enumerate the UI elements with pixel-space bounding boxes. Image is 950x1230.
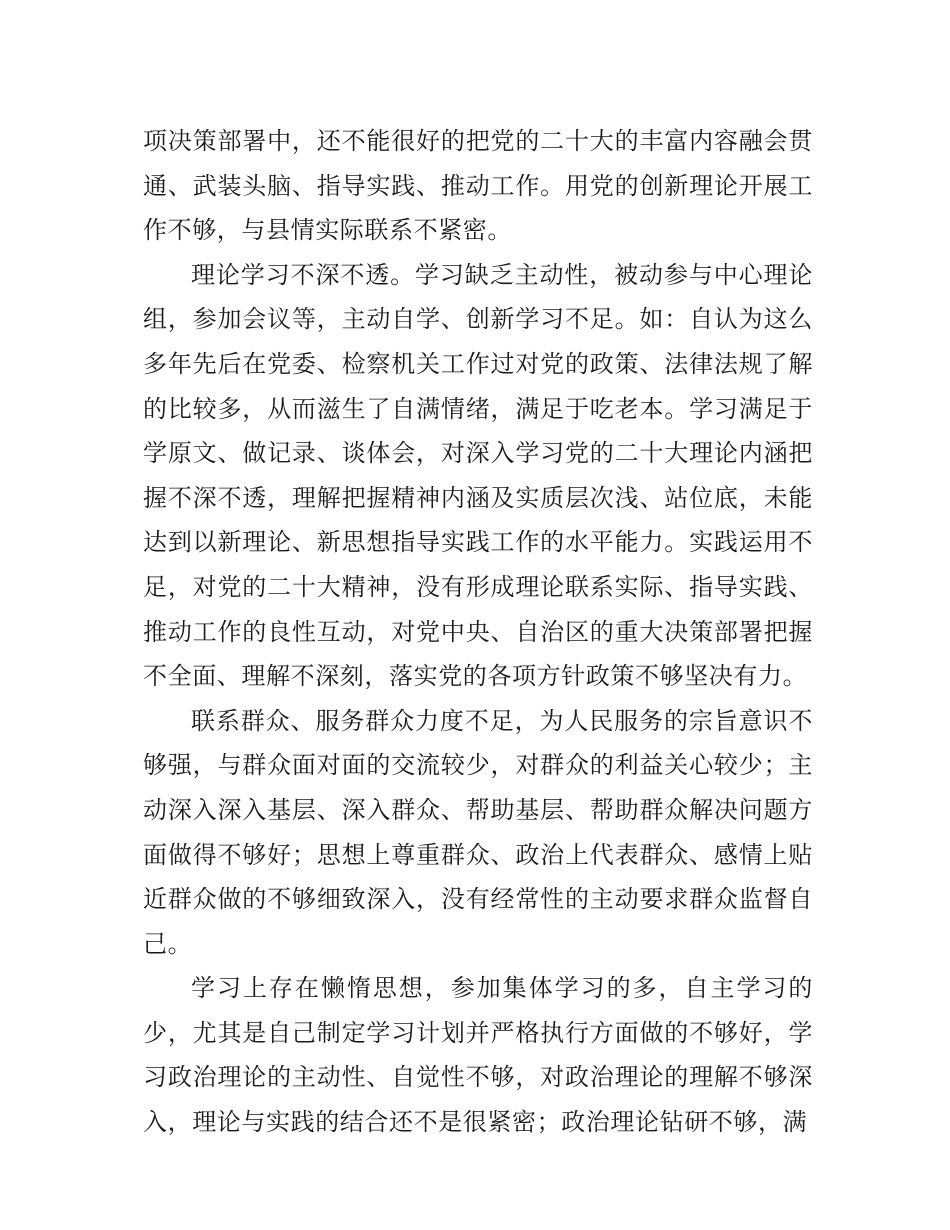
paragraph-continuation: 项决策部署中，还不能很好的把党的二十大的丰富内容融会贯通、武装头脑、指导实践、推动工作。用党的创新理论开展工作不够，与县情实际联系不紧密。: [143, 127, 813, 245]
paragraph-serving-masses: 联系群众、服务群众力度不足，为人民服务的宗旨意识不够强，与群众面对面的交流较少，对群众的利益关心较少；主动深入深入基层、深入群众、帮助基层、帮助群众解决问题方面做得不够好；思想上尊重群众、政治上代表群众、感情上贴近群众做的不够细致深入，没有经常性的主动要求群众监督自己。: [143, 706, 813, 958]
document-body: [143, 119, 813, 1145]
paragraph-theory-study: 理论学习不深不透。学习缺乏主动性，被动参与中心理论组，参加会议等，主动自学、创新学习不足。如：自认为这么多年先后在党委、检察机关工作过对党的政策、法律法规了解的比较多，从而滋生了自满情绪，满足于吃老本。学习满足于学原文、做记录、谈体会，对深入学习党的二十大理论内涵把握不深不透，理解把握精神内涵及实质层次浅、站位底，未能达到以新理论、新思想指导实践工作的水平能力。实践运用不足，对党的二十大精神，没有形成理论联系实际、指导实践、推动工作的良性互动，对党中央、自治区的重大决策部署把握不全面、理解不深刻，落实党的各项方针政策不够坚决有力。: [143, 260, 813, 691]
paragraph-study-attitude: 学习上存在懒惰思想，参加集体学习的多，自主学习的少，尤其是自己制定学习计划并严格执行方面做的不够好，学习政治理论的主动性、自觉性不够，对政治理论的理解不够深入，理论与实践的结合还不是很紧密；政治理论钻研不够，满: [143, 974, 813, 1137]
